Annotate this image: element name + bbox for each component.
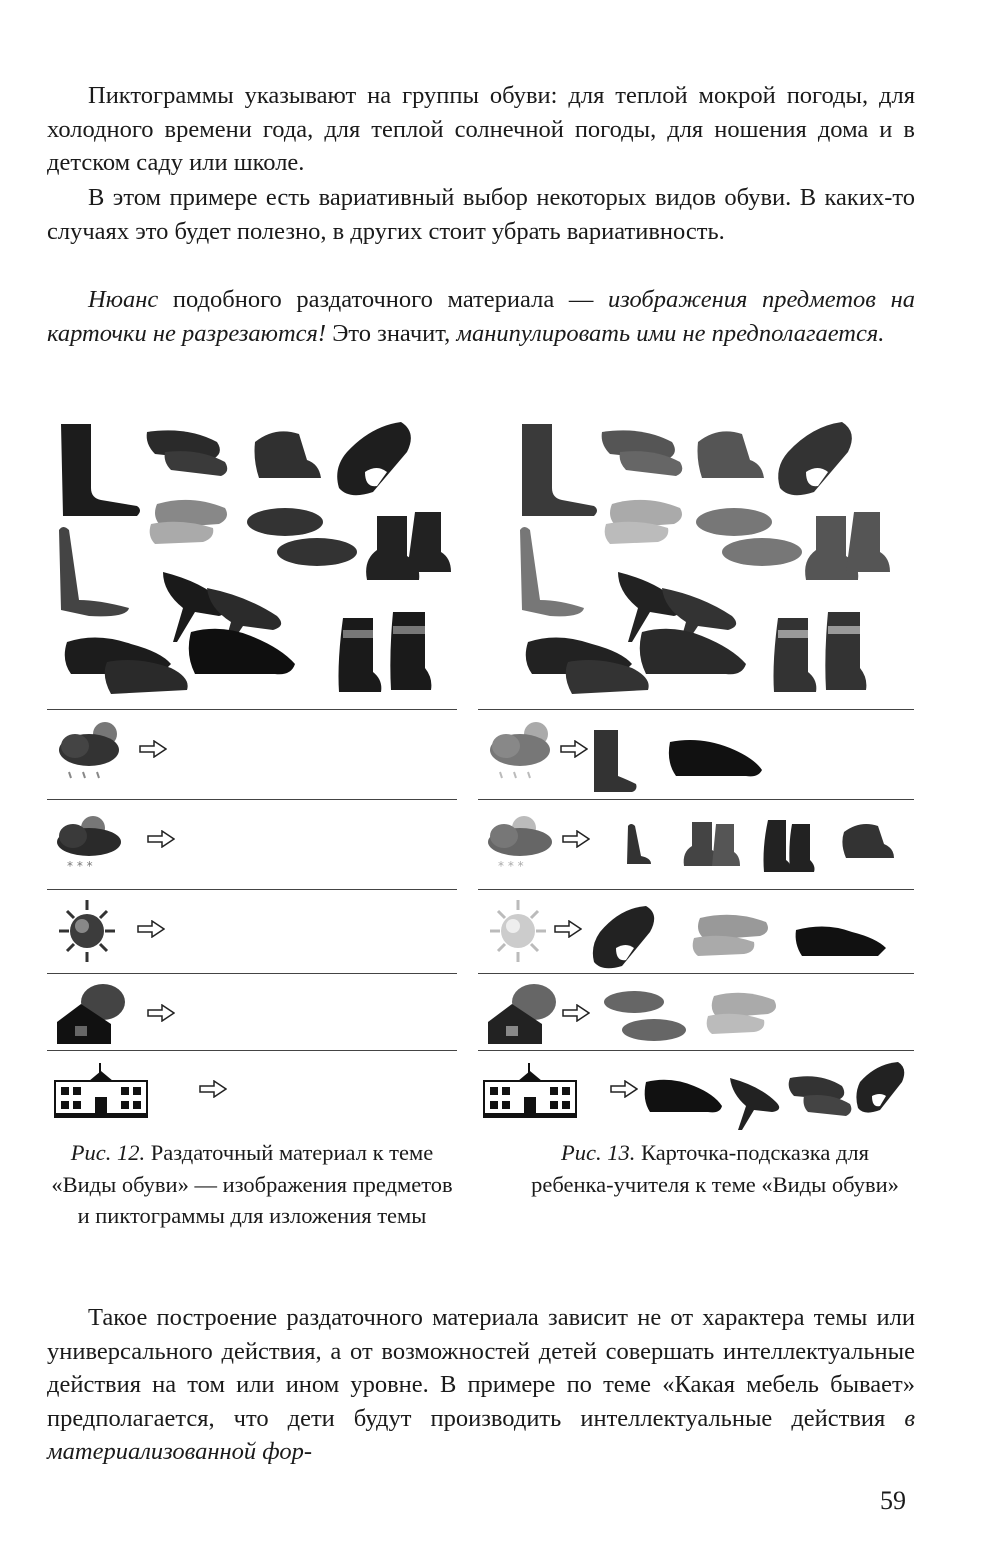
page-number: 59 [880, 1486, 906, 1515]
felt-boots-image [684, 822, 740, 866]
arrow-right-icon [139, 740, 167, 758]
arrow-right-icon [562, 1004, 590, 1022]
divider [478, 799, 914, 800]
shoes-pair-image [147, 430, 228, 476]
home-shoes-group [594, 976, 794, 1060]
snow-cloud-icon [484, 806, 562, 876]
house-slippers-image [696, 508, 802, 566]
arrow-right-icon [610, 1080, 638, 1098]
caption-text: Карточка-подсказка для ребенка-учителя к теме «Виды обуви» [531, 1140, 899, 1197]
ankle-boot-image [255, 431, 322, 478]
felt-boots-image [805, 512, 890, 580]
arrow-right-icon [137, 920, 165, 938]
house-icon [53, 980, 131, 1050]
nuance-emphasis-2: манипулировать ими не предполагается. [456, 319, 885, 347]
leather-shoes-image [640, 629, 746, 674]
rain-cloud-icon [53, 716, 131, 786]
divider [47, 1050, 457, 1051]
rubber-boot-image [594, 730, 637, 792]
flip-flops-image [693, 915, 768, 956]
snow-cloud-icon [53, 806, 131, 876]
leather-shoes-image [645, 1080, 722, 1113]
category-row-home [478, 976, 914, 1060]
paragraph-nuance [47, 283, 915, 350]
figure-12-caption [47, 1137, 457, 1232]
fur-boots-image [339, 612, 432, 692]
sandal-image [593, 906, 654, 968]
divider [47, 889, 457, 890]
rain-cloud-icon [484, 716, 562, 786]
bathroom-slipper-image [520, 527, 584, 616]
category-row-sun [47, 892, 457, 976]
ankle-boot-image [842, 824, 894, 858]
arrow-right-icon [554, 920, 582, 938]
school-icon [482, 1056, 578, 1126]
category-row-cold [478, 802, 914, 886]
house-slippers-image [604, 991, 686, 1041]
nuance-word: Нюанс [88, 286, 159, 313]
figure-13-caption [530, 1137, 900, 1200]
divider [47, 709, 457, 710]
divider [478, 709, 914, 710]
school-icon [53, 1056, 149, 1126]
rubber-boot-image [61, 424, 140, 516]
category-row-school [47, 1052, 457, 1136]
category-row-sun [478, 892, 914, 976]
category-row-rain [47, 712, 457, 796]
sun-icon [53, 896, 131, 966]
shoes-pair-image [789, 1076, 852, 1116]
leather-shoes-image [669, 740, 762, 776]
flip-flops-image [707, 993, 776, 1034]
divider [478, 973, 914, 974]
divider [478, 1050, 914, 1051]
felt-boots-image [366, 512, 451, 580]
caption-label: Рис. 13. [561, 1140, 636, 1165]
flip-flops-image [150, 500, 227, 544]
figure-13 [478, 412, 914, 1132]
category-row-cold [47, 802, 457, 886]
sandal-image [856, 1062, 904, 1113]
bathroom-slipper-image [627, 824, 651, 864]
shoes-pair-image [602, 430, 683, 476]
caption-label: Рис. 12. [70, 1140, 146, 1165]
fur-boots-image [774, 612, 867, 692]
category-row-home [47, 976, 457, 1060]
sun-icon [484, 896, 562, 966]
caption-text: Раздаточный материал к теме «Виды обуви» — изображения предметов и пиктограммы для изложения темы [51, 1140, 453, 1228]
shoe-images-grid [47, 412, 457, 702]
divider [478, 889, 914, 890]
sandal-image [778, 422, 852, 495]
arrow-right-icon [147, 1004, 175, 1022]
flip-flops-image [605, 500, 682, 544]
arrow-right-icon [199, 1080, 227, 1098]
nuance-text-2: Это значит, [326, 319, 457, 347]
structure-text: Такое построение раздаточного материала зависит не от характера темы или универсального действия, а от возможностей детей совершать интеллектуальные действия на том или ином уровне. В примере по теме «Какая мебель бывает» предполагается, что дети будут производить интеллектуальные действия [47, 1304, 915, 1432]
leather-shoes-image [189, 629, 295, 674]
sneakers-image [796, 926, 886, 956]
paragraph-variability: В этом примере есть вариативный выбор некоторых видов обуви. В каких-то случаях это будет полезно, в других стоит убрать вариативность. [47, 184, 915, 245]
category-row-rain [478, 712, 914, 796]
arrow-right-icon [562, 830, 590, 848]
cold-shoes-group [618, 802, 908, 886]
nuance-text-1: подобного раздаточного материала — [158, 286, 608, 313]
arrow-right-icon [560, 740, 588, 758]
divider [47, 799, 457, 800]
svg-text:* * *: * * * [67, 859, 93, 873]
rubber-boot-image [522, 424, 597, 516]
sneakers-image [65, 637, 188, 694]
bathroom-slipper-image [59, 527, 129, 616]
arrow-right-icon [147, 830, 175, 848]
category-row-school [478, 1052, 914, 1136]
school-shoes-group [640, 1052, 910, 1136]
structure-emphasis: в материализованной фор- [47, 1404, 915, 1466]
shoe-images-grid [478, 412, 914, 702]
figure-12 [47, 412, 457, 1132]
high-heels-image [730, 1078, 779, 1130]
sandal-image [337, 422, 411, 495]
ankle-boot-image [698, 431, 765, 478]
svg-text:* * *: * * * [498, 859, 524, 873]
nuance-emphasis-1: изображения предметов на карточки не разрезаются! [47, 286, 915, 347]
paragraph-pictograms: Пиктограммы указывают на группы обуви: для теплой мокрой погоды, для холодного времени года, для теплой солнечной погоды, для ношения дома и в детском саду или школе. [47, 82, 915, 177]
sun-shoes-group [590, 892, 910, 976]
divider [47, 973, 457, 974]
house-slippers-image [247, 508, 357, 566]
fur-boots-image [764, 820, 815, 872]
rain-shoes-group [590, 712, 790, 796]
house-icon [484, 980, 562, 1050]
sneakers-image [526, 637, 649, 694]
paragraph-structure [47, 1301, 915, 1469]
